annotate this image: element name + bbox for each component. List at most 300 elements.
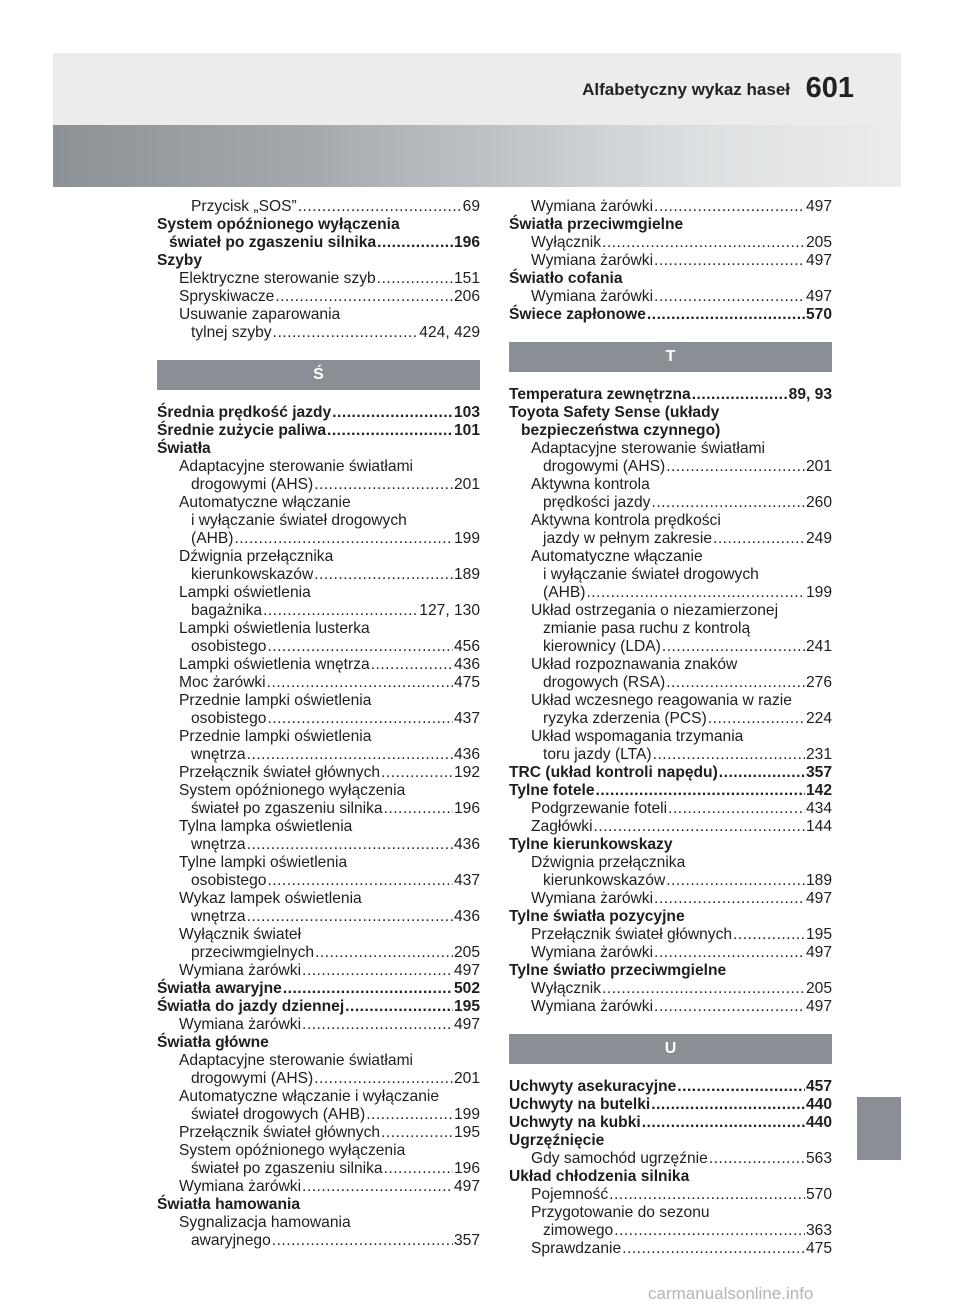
page-reference: 189 xyxy=(453,566,480,583)
index-subentry xyxy=(157,782,480,800)
index-subentry xyxy=(157,854,480,872)
leader-dots xyxy=(381,764,453,782)
leader-dots xyxy=(327,422,453,440)
leader-dots xyxy=(267,674,453,692)
leader-dots xyxy=(614,1222,805,1240)
index-subentry xyxy=(157,234,480,252)
leader-dots xyxy=(332,404,453,422)
index-subentry xyxy=(157,656,480,674)
leader-dots xyxy=(273,324,419,342)
index-term: Aktywna kontrola xyxy=(531,476,650,493)
page-reference: 434 xyxy=(805,800,832,817)
leader-dots xyxy=(234,530,453,548)
leader-dots xyxy=(647,306,805,324)
index-subentry xyxy=(509,566,832,584)
index-term: Usuwanie zaparowania xyxy=(179,306,341,323)
index-subentry xyxy=(157,548,480,566)
index-subentry xyxy=(509,656,832,674)
index-term: Światła hamowania xyxy=(157,1196,300,1213)
index-term: Światło cofania xyxy=(509,270,623,287)
page-reference: 249 xyxy=(805,530,832,547)
index-term: Wymiana żarówki xyxy=(179,962,302,979)
page-reference: 205 xyxy=(453,944,480,961)
index-term: Uchwyty na kubki xyxy=(509,1114,641,1131)
leader-dots xyxy=(654,288,805,306)
index-term: Gdy samochód ugrzęźnie xyxy=(531,1150,708,1167)
index-subentry xyxy=(157,198,480,216)
index-subentry xyxy=(157,288,480,306)
index-term: System opóźnionego wyłączenia xyxy=(179,1142,406,1159)
index-term: kierunkowskazów xyxy=(191,566,314,583)
index-subentry xyxy=(157,530,480,548)
index-term: drogowymi (AHS) xyxy=(191,1070,314,1087)
index-subentry xyxy=(157,1070,480,1088)
index-subentry xyxy=(157,1088,480,1106)
page-reference: 101 xyxy=(453,422,480,439)
index-subentry xyxy=(509,1150,832,1168)
page-reference: 436 xyxy=(453,908,480,925)
leader-dots xyxy=(668,800,805,818)
page-reference: 151 xyxy=(453,270,480,287)
index-term: Szyby xyxy=(157,252,203,269)
header-title: Alfabetyczny wykaz haseł xyxy=(582,80,790,99)
index-subentry xyxy=(157,944,480,962)
index-term: zmianie pasa ruchu z kontrolą xyxy=(543,620,751,637)
page-reference: 195 xyxy=(453,998,480,1015)
index-term: Wymiana żarówki xyxy=(179,1178,302,1195)
leader-dots xyxy=(654,944,805,962)
index-term: osobistego xyxy=(191,872,267,889)
leader-dots xyxy=(345,998,453,1016)
index-term: Światła xyxy=(157,440,211,457)
index-heading xyxy=(509,386,832,404)
index-subentry xyxy=(509,800,832,818)
index-term: wnętrza xyxy=(191,908,246,925)
index-heading xyxy=(509,836,832,854)
index-subentry xyxy=(509,620,832,638)
page-reference: 276 xyxy=(805,674,832,691)
leader-dots xyxy=(371,656,453,674)
index-term: Adaptacyjne sterowanie światłami xyxy=(179,1052,414,1069)
index-term: Adaptacyjne sterowanie światłami xyxy=(531,440,766,457)
index-heading xyxy=(509,270,832,288)
index-subentry xyxy=(157,458,480,476)
index-subentry xyxy=(509,1204,832,1222)
leader-dots xyxy=(666,872,805,890)
index-subentry xyxy=(157,872,480,890)
page-reference: 201 xyxy=(453,1070,480,1087)
index-term: bagażnika xyxy=(191,602,263,619)
leader-dots xyxy=(586,584,805,602)
index-term: System opóźnionego wyłączenia xyxy=(179,782,406,799)
leader-dots xyxy=(709,1150,805,1168)
index-subentry xyxy=(157,890,480,908)
index-subentry xyxy=(509,584,832,602)
page-reference: 437 xyxy=(453,872,480,889)
leader-dots xyxy=(247,836,453,854)
index-term: Tylne światła pozycyjne xyxy=(509,908,685,925)
index-subentry xyxy=(157,746,480,764)
index-subentry xyxy=(509,602,832,620)
index-subentry xyxy=(509,548,832,566)
page-reference: 206 xyxy=(453,288,480,305)
index-term: Zagłówki xyxy=(531,818,593,835)
index-term: Światła do jazdy dziennej xyxy=(157,998,345,1015)
index-term: Średnie zużycie paliwa xyxy=(157,422,326,439)
leader-dots xyxy=(247,908,453,926)
leader-dots xyxy=(314,1070,453,1088)
index-subentry xyxy=(157,1106,480,1124)
leader-dots xyxy=(381,1124,453,1142)
index-heading xyxy=(157,1034,480,1052)
index-term: Dźwignia przełącznika xyxy=(531,854,686,871)
index-term: Wymiana żarówki xyxy=(531,890,654,907)
leader-dots xyxy=(654,252,805,270)
leader-dots xyxy=(315,944,453,962)
index-subentry xyxy=(157,584,480,602)
leader-dots xyxy=(267,872,453,890)
leader-dots xyxy=(654,890,805,908)
index-term: drogowymi (AHS) xyxy=(191,476,314,493)
page-reference: 199 xyxy=(805,584,832,601)
index-subentry xyxy=(509,512,832,530)
leader-dots xyxy=(602,234,805,252)
leader-dots xyxy=(653,746,805,764)
index-subentry xyxy=(509,198,832,216)
page-reference: 205 xyxy=(805,234,832,251)
index-term: wnętrza xyxy=(191,746,246,763)
index-subentry xyxy=(509,746,832,764)
index-term: Toyota Safety Sense (układy xyxy=(509,404,720,421)
index-term: świateł drogowych (AHB) xyxy=(191,1106,366,1123)
index-term: Światła przeciwmgielne xyxy=(509,216,684,233)
index-subentry xyxy=(157,270,480,288)
index-term: Przednie lampki oświetlenia xyxy=(179,692,372,709)
index-term: Wymiana żarówki xyxy=(531,288,654,305)
index-term: Światła awaryjne xyxy=(157,980,282,997)
page-reference: 497 xyxy=(453,1178,480,1195)
index-term: Automatyczne włączanie xyxy=(179,494,351,511)
index-subentry xyxy=(157,324,480,342)
leader-dots xyxy=(609,1186,805,1204)
index-term: TRC (układ kontroli napędu) xyxy=(509,764,718,781)
index-heading xyxy=(509,962,832,980)
index-heading xyxy=(509,908,832,926)
leader-dots xyxy=(377,234,453,252)
index-subentry xyxy=(509,234,832,252)
index-subentry xyxy=(509,944,832,962)
index-term: Uchwyty na butelki xyxy=(509,1096,651,1113)
page-reference: 457 xyxy=(805,1078,832,1095)
leader-dots xyxy=(384,800,453,818)
index-subentry xyxy=(157,674,480,692)
index-term: przeciwmgielnych xyxy=(191,944,315,961)
index-term: Automatyczne włączanie xyxy=(531,548,703,565)
index-subentry xyxy=(509,890,832,908)
leader-dots xyxy=(302,1178,453,1196)
index-column-left xyxy=(157,198,480,1250)
index-heading xyxy=(509,764,832,782)
index-subentry xyxy=(509,710,832,728)
index-subentry xyxy=(509,1222,832,1240)
index-term: Przycisk „SOS” xyxy=(191,198,297,215)
page-reference: 424, 429 xyxy=(419,324,480,341)
index-term: Pojemność xyxy=(531,1186,609,1203)
index-subentry xyxy=(509,422,832,440)
index-term: osobistego xyxy=(191,638,267,655)
index-subentry xyxy=(157,512,480,530)
index-subentry xyxy=(509,980,832,998)
index-subentry xyxy=(157,710,480,728)
page-reference: 199 xyxy=(453,1106,480,1123)
page-reference: 570 xyxy=(805,1186,832,1203)
page-reference: 205 xyxy=(805,980,832,997)
index-term: wnętrza xyxy=(191,836,246,853)
page-reference: 89, 93 xyxy=(788,386,832,403)
page-reference: 192 xyxy=(453,764,480,781)
page-reference: 497 xyxy=(805,288,832,305)
index-term: Światła główne xyxy=(157,1034,269,1051)
index-subentry xyxy=(157,926,480,944)
index-term: świateł po zgaszeniu silnika xyxy=(191,1160,383,1177)
index-term: bezpieczeństwa czynnego) xyxy=(521,422,721,439)
index-term: Uchwyty asekuracyjne xyxy=(509,1078,677,1095)
index-term: Świece zapłonowe xyxy=(509,306,646,323)
page-reference: 475 xyxy=(453,674,480,691)
page-reference: 497 xyxy=(805,198,832,215)
index-term: ryzyka zderzenia (PCS) xyxy=(543,710,707,727)
page-reference: 196 xyxy=(453,800,480,817)
index-term: Przygotowanie do sezonu xyxy=(531,1204,710,1221)
leader-dots xyxy=(283,980,453,998)
page-reference: 436 xyxy=(453,746,480,763)
page-reference: 142 xyxy=(805,782,832,799)
page-reference: 363 xyxy=(805,1222,832,1239)
index-subentry xyxy=(157,638,480,656)
index-subentry xyxy=(157,476,480,494)
page-reference: 196 xyxy=(453,234,480,251)
index-heading xyxy=(157,216,480,234)
index-term: Tylne lampki oświetlenia xyxy=(179,854,348,871)
index-term: Wyłącznik xyxy=(531,980,602,997)
index-subentry xyxy=(157,1142,480,1160)
page-reference: 497 xyxy=(453,962,480,979)
index-term: Spryskiwacze xyxy=(179,288,275,305)
index-term: świateł po zgaszeniu silnika xyxy=(191,800,383,817)
index-term: Przełącznik świateł głównych xyxy=(179,764,381,781)
leader-dots xyxy=(302,962,453,980)
leader-dots xyxy=(677,1078,805,1096)
index-term: Układ wczesnego reagowania w razie xyxy=(531,692,792,709)
page-reference: 69 xyxy=(462,198,480,215)
leader-dots xyxy=(733,926,805,944)
page-reference: 195 xyxy=(453,1124,480,1141)
index-subentry xyxy=(157,692,480,710)
page-reference: 196 xyxy=(453,1160,480,1177)
index-term: prędkości jazdy xyxy=(543,494,651,511)
leader-dots xyxy=(651,494,804,512)
leader-dots xyxy=(366,1106,453,1124)
page-reference: 440 xyxy=(805,1114,832,1131)
index-subentry xyxy=(509,1186,832,1204)
page-reference: 189 xyxy=(805,872,832,889)
page-reference: 456 xyxy=(453,638,480,655)
index-subentry xyxy=(509,252,832,270)
index-heading xyxy=(509,1096,832,1114)
leader-dots xyxy=(298,198,462,216)
index-term: Wymiana żarówki xyxy=(531,998,654,1015)
page-reference: 144 xyxy=(805,818,832,835)
page-reference: 436 xyxy=(453,656,480,673)
index-subentry xyxy=(157,764,480,782)
page-reference: 357 xyxy=(453,1232,480,1249)
index-subentry xyxy=(157,1178,480,1196)
leader-dots xyxy=(596,782,805,800)
index-term: awaryjnego xyxy=(191,1232,271,1249)
page-reference: 436 xyxy=(453,836,480,853)
index-term: Dźwignia przełącznika xyxy=(179,548,334,565)
index-subentry xyxy=(157,728,480,746)
index-subentry xyxy=(157,1232,480,1250)
page-reference: 357 xyxy=(805,764,832,781)
index-term: świateł po zgaszeniu silnika xyxy=(169,234,377,251)
index-term: zimowego xyxy=(543,1222,614,1239)
index-subentry xyxy=(509,476,832,494)
index-term: Tylne fotele xyxy=(509,782,595,799)
index-subentry xyxy=(509,854,832,872)
index-subentry xyxy=(157,494,480,512)
section-letter-bar: T xyxy=(509,342,832,372)
index-term: i wyłączanie świateł drogowych xyxy=(191,512,407,529)
index-term: System opóźnionego wyłączenia xyxy=(157,216,400,233)
index-term: Średnia prędkość jazdy xyxy=(157,404,332,421)
index-heading xyxy=(157,252,480,270)
index-subentry xyxy=(157,836,480,854)
index-term: Adaptacyjne sterowanie światłami xyxy=(179,458,414,475)
leader-dots xyxy=(602,980,805,998)
index-subentry xyxy=(509,1240,832,1258)
page-number: 601 xyxy=(805,72,854,104)
leader-dots xyxy=(377,270,453,288)
index-subentry xyxy=(157,620,480,638)
leader-dots xyxy=(314,566,453,584)
leader-dots xyxy=(275,288,453,306)
index-term: Przednie lampki oświetlenia xyxy=(179,728,372,745)
index-subentry xyxy=(157,800,480,818)
index-subentry xyxy=(157,1124,480,1142)
leader-dots xyxy=(247,746,453,764)
leader-dots xyxy=(263,602,418,620)
section-letter-bar: Ś xyxy=(157,360,480,390)
index-heading xyxy=(509,306,832,324)
page-reference: 563 xyxy=(805,1150,832,1167)
index-subentry xyxy=(509,728,832,746)
index-term: (AHB) xyxy=(543,584,586,601)
index-heading xyxy=(157,998,480,1016)
index-heading xyxy=(509,1132,832,1150)
index-term: (AHB) xyxy=(191,530,234,547)
index-subentry xyxy=(157,1016,480,1034)
index-column-right xyxy=(509,198,832,1258)
index-term: kierunkowskazów xyxy=(543,872,666,889)
leader-dots xyxy=(719,764,805,782)
leader-dots xyxy=(666,458,805,476)
index-term: Wyłącznik xyxy=(531,234,602,251)
index-term: Przełącznik świateł głównych xyxy=(179,1124,381,1141)
index-subentry xyxy=(157,962,480,980)
index-subentry xyxy=(157,602,480,620)
leader-dots xyxy=(272,1232,453,1250)
index-heading xyxy=(509,1168,832,1186)
index-heading xyxy=(157,440,480,458)
index-heading xyxy=(509,216,832,234)
leader-dots xyxy=(713,530,805,548)
page-reference: 497 xyxy=(453,1016,480,1033)
page-reference: 440 xyxy=(805,1096,832,1113)
index-term: Układ rozpoznawania znaków xyxy=(531,656,738,673)
page-reference: 199 xyxy=(453,530,480,547)
index-term: Ugrzęźnięcie xyxy=(509,1132,605,1149)
page-reference: 475 xyxy=(805,1240,832,1257)
index-subentry xyxy=(157,818,480,836)
index-subentry xyxy=(509,458,832,476)
index-term: Wymiana żarówki xyxy=(179,1016,302,1033)
page-reference: 497 xyxy=(805,890,832,907)
leader-dots xyxy=(662,638,805,656)
index-subentry xyxy=(157,1214,480,1232)
chapter-side-tab xyxy=(857,1097,901,1160)
index-heading xyxy=(157,422,480,440)
leader-dots xyxy=(594,818,805,836)
index-term: Wymiana żarówki xyxy=(531,944,654,961)
index-term: Lampki oświetlenia xyxy=(179,584,311,601)
page-reference: 103 xyxy=(453,404,480,421)
index-term: Tylne kierunkowskazy xyxy=(509,836,673,853)
index-term: Sprawdzanie xyxy=(531,1240,622,1257)
leader-dots xyxy=(692,386,788,404)
index-subentry xyxy=(509,872,832,890)
index-term: Sygnalizacja hamowania xyxy=(179,1214,351,1231)
index-heading xyxy=(157,1196,480,1214)
leader-dots xyxy=(384,1160,453,1178)
index-term: jazdy w pełnym zakresie xyxy=(543,530,712,547)
leader-dots xyxy=(654,198,805,216)
page-reference: 195 xyxy=(805,926,832,943)
index-heading xyxy=(157,404,480,422)
index-heading xyxy=(509,404,832,422)
page-reference: 201 xyxy=(805,458,832,475)
page-reference: 497 xyxy=(805,944,832,961)
index-term: Wykaz lampek oświetlenia xyxy=(179,890,362,907)
page-reference: 201 xyxy=(453,476,480,493)
index-term: Lampki oświetlenia wnętrza xyxy=(179,656,370,673)
leader-dots xyxy=(651,1096,805,1114)
index-term: Temperatura zewnętrzna xyxy=(509,386,691,403)
index-subentry xyxy=(157,306,480,324)
page-reference: 497 xyxy=(805,252,832,269)
index-term: Wymiana żarówki xyxy=(531,252,654,269)
index-term: kierownicy (LDA) xyxy=(543,638,661,655)
leader-dots xyxy=(314,476,453,494)
watermark: carmanualsonline.info xyxy=(648,1284,814,1303)
index-subentry xyxy=(509,440,832,458)
page-reference: 502 xyxy=(453,980,480,997)
index-subentry xyxy=(509,692,832,710)
index-heading xyxy=(509,1078,832,1096)
page-reference: 497 xyxy=(805,998,832,1015)
index-subentry xyxy=(509,530,832,548)
index-subentry xyxy=(509,288,832,306)
